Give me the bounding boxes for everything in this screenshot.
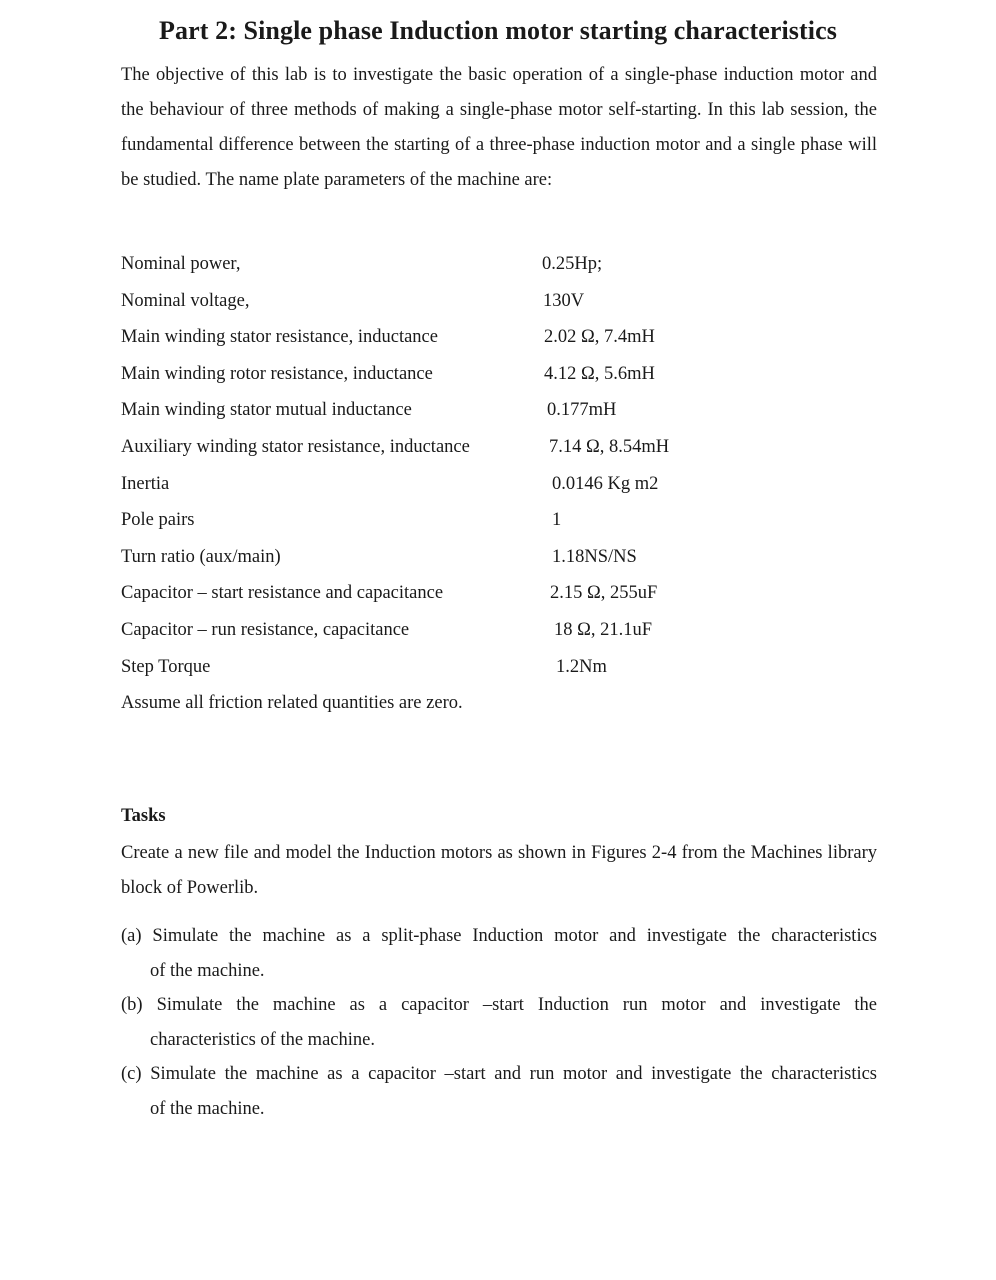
parameter-row xyxy=(121,356,881,393)
task-item-b xyxy=(121,988,877,1057)
parameter-row xyxy=(121,466,881,503)
parameter-value: 7.14 Ω, 8.54mH xyxy=(549,436,670,457)
parameter-value: 18 Ω, 21.1uF xyxy=(554,619,653,640)
task-text: Simulate the machine as a capacitor –start and run motor and investigate the characteristics xyxy=(150,1064,878,1084)
task-item-a xyxy=(121,919,877,988)
parameter-value: 4.12 Ω, 5.6mH xyxy=(544,363,655,384)
tasks-heading: Tasks xyxy=(121,806,166,826)
parameter-value: 0.0146 Kg m2 xyxy=(552,473,659,494)
parameter-label: Step Torque xyxy=(121,656,211,677)
parameter-row xyxy=(121,539,881,576)
parameter-value: 1.2Nm xyxy=(556,656,607,677)
intro-paragraph: The objective of this lab is to investigate the basic operation of a single-phase induction motor and the behaviour of three methods of making a single-phase motor self-starting. In this lab session, the fundamental difference between the starting of a three-phase induction motor and a single phase will be studied. The name plate parameters of the machine are: xyxy=(121,65,877,190)
parameter-value: 2.02 Ω, 7.4mH xyxy=(544,327,655,348)
parameter-row xyxy=(121,575,881,612)
parameter-value: 130V xyxy=(543,290,585,311)
parameter-label: Turn ratio (aux/main) xyxy=(121,546,281,567)
parameter-value: 1.18NS/NS xyxy=(552,546,637,567)
page-title: Part 2: Single phase Induction motor starting characteristics xyxy=(159,16,837,45)
parameter-value: 2.15 Ω, 255uF xyxy=(550,583,658,604)
task-letter: (a) xyxy=(121,926,142,946)
parameter-label: Main winding rotor resistance, inductance xyxy=(121,363,433,384)
parameter-label: Main winding stator resistance, inductance xyxy=(121,327,438,348)
parameter-label: Pole pairs xyxy=(121,510,195,531)
parameter-row xyxy=(121,392,881,429)
parameter-label: Inertia xyxy=(121,473,170,494)
parameter-row xyxy=(121,246,881,283)
parameter-value: 1 xyxy=(552,510,562,531)
friction-assumption: Assume all friction related quantities are zero. xyxy=(121,693,463,713)
parameter-label: Auxiliary winding stator resistance, inductance xyxy=(121,436,470,457)
tasks-intro: Create a new file and model the Induction motors as shown in Figures 2-4 from the Machines library block of Powerlib. xyxy=(121,843,877,898)
parameter-row xyxy=(121,612,881,649)
parameter-row xyxy=(121,319,881,356)
parameter-row xyxy=(121,429,881,466)
parameter-label: Nominal power, xyxy=(121,254,241,274)
parameter-label: Capacitor – start resistance and capacitance xyxy=(121,583,444,604)
task-item-c xyxy=(121,1057,877,1126)
task-text: Simulate the machine as a capacitor –start Induction run motor and investigate the xyxy=(156,995,877,1015)
parameter-label: Main winding stator mutual inductance xyxy=(121,400,412,421)
task-line-first xyxy=(121,1057,877,1092)
parameter-value: 0.177mH xyxy=(547,400,617,421)
task-letter: (b) xyxy=(121,995,143,1015)
task-line-first xyxy=(121,988,877,1023)
parameter-value: 0.25Hp; xyxy=(542,254,603,274)
task-line-continued: of the machine. xyxy=(150,960,265,981)
parameter-row xyxy=(121,283,881,320)
parameter-label: Nominal voltage, xyxy=(121,290,250,311)
parameter-row xyxy=(121,649,881,686)
task-text: Simulate the machine as a split-phase Induction motor and investigate the characteristics xyxy=(152,926,877,946)
parameter-table xyxy=(121,246,881,685)
parameter-label: Capacitor – run resistance, capacitance xyxy=(121,619,410,640)
task-letter: (c) xyxy=(121,1064,142,1084)
task-line-continued: of the machine. xyxy=(150,1098,265,1119)
task-line-first xyxy=(121,919,877,954)
parameter-row xyxy=(121,502,881,539)
task-line-continued: characteristics of the machine. xyxy=(150,1029,375,1050)
